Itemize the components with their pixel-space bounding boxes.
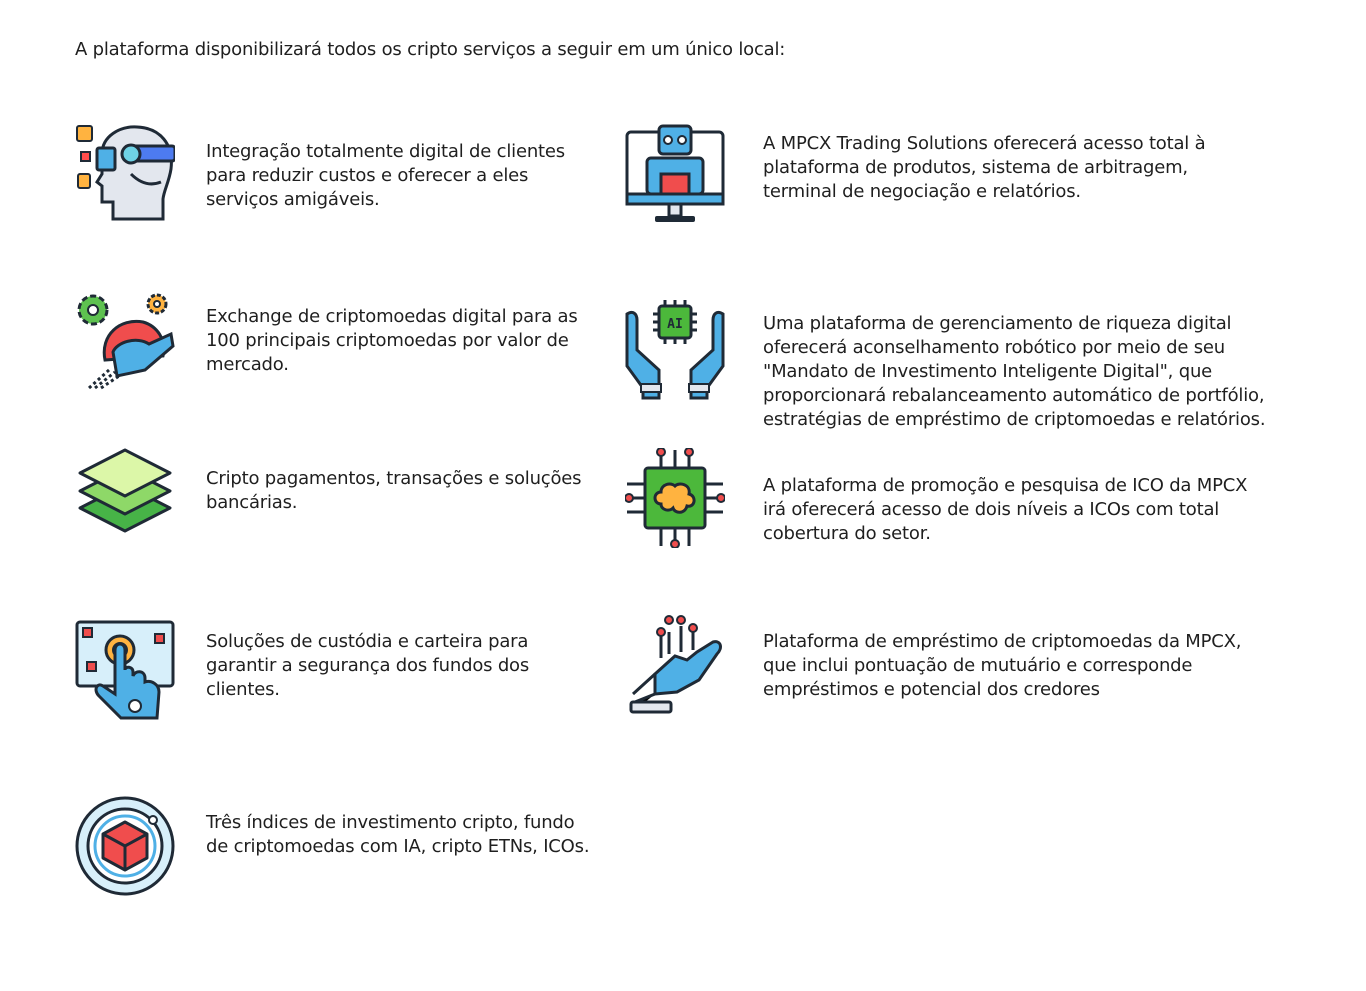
layers-icon: [75, 443, 175, 543]
feature-text: A MPCX Trading Solutions oferecerá acesso total à plataforma de produtos, sistema de arbitragem, terminal de negociação e relatórios.: [763, 133, 1206, 202]
gears-hand-icon: [75, 290, 175, 390]
feature-text: Plataforma de empréstimo de criptomoedas da MPCX, que inclui pontuação de mutuário e corresponde empréstimos e potencial dos credores: [763, 631, 1242, 700]
feature-text: Três índices de investimento cripto, fundo de criptomoedas com IA, cripto ETNs, ICOs.: [206, 812, 590, 857]
feature-text: Cripto pagamentos, transações e soluções bancárias.: [206, 468, 582, 513]
feature-text: Soluções de custódia e carteira para garantir a segurança dos fundos dos clientes.: [206, 631, 530, 700]
cube-orbit-icon: [75, 796, 175, 896]
ai-head-icon: [75, 124, 175, 224]
feature-text: Uma plataforma de gerenciamento de riqueza digital oferecerá aconselhamento robótico por meio de seu "Mandato de Investimento Inteligente Digital", que proporcionará rebalanceamento automático de portfólio, estratégias de empréstimo de criptomoedas e relatórios.: [763, 313, 1266, 430]
brain-chip-icon: [625, 448, 725, 548]
intro-text: A plataforma disponibilizará todos os cripto serviços a seguir em um único local:: [75, 39, 786, 60]
ai-chip-hands-icon: [625, 300, 725, 400]
feature-text: Integração totalmente digital de clientes para reduzir custos e oferecer a eles serviços amigáveis.: [206, 141, 565, 210]
feature-text: A plataforma de promoção e pesquisa de ICO da MPCX irá oferecerá acesso de dois níveis a ICOs com total cobertura do setor.: [763, 475, 1248, 544]
robotic-hand-icon: [625, 614, 725, 714]
feature-text: Exchange de criptomoedas digital para as 100 principais criptomoedas por valor de mercado.: [206, 306, 578, 375]
touch-screen-icon: [75, 620, 175, 720]
svg-text:AI: AI: [667, 317, 683, 332]
robot-monitor-icon: [625, 124, 725, 224]
